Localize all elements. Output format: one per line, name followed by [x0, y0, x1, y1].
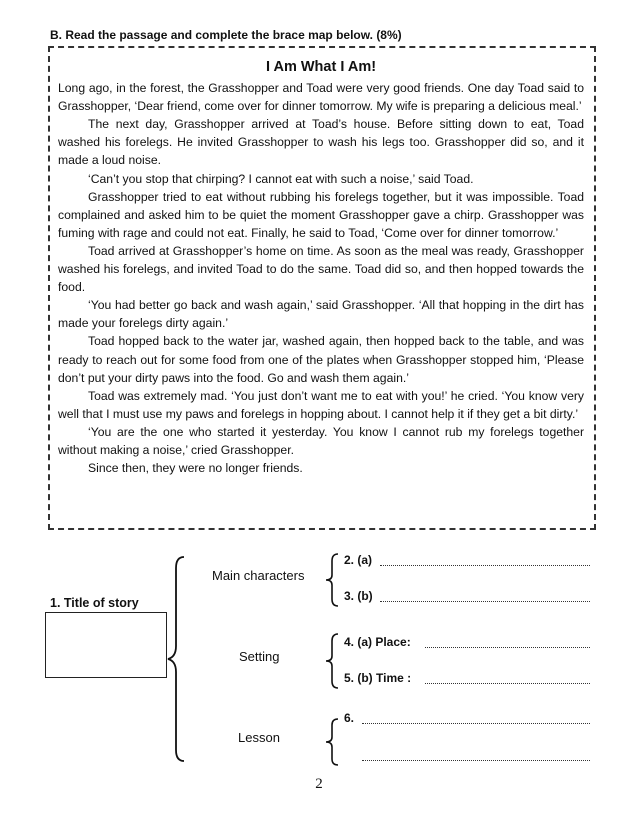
paragraph: Toad hopped back to the water jar, washed again, then hopped back to the table, and was ready to reach out for some food from one of the plates when Grasshopper stopped him, ‘Please don’t put your dirty paws into the food. Go and wash them again.’ — [58, 334, 584, 385]
setting-brace — [325, 633, 339, 689]
characters-brace — [325, 553, 339, 607]
main-characters-label: Main characters — [212, 568, 305, 583]
paragraph: Toad arrived at Grasshopper’s home on time. As soon as the meal was ready, Grasshopper washed his forelegs, and invited Toad to do the same. Toad did so, and then hopped towards the food. — [58, 243, 584, 295]
story-title: I Am What I Am! — [265, 59, 377, 75]
item-6-answer-line-1[interactable] — [362, 723, 590, 724]
item-4-answer-line[interactable] — [425, 647, 590, 648]
item-6-label: 6. — [344, 711, 355, 725]
paragraph: Long ago, in the forest, the Grasshopper and Toad were very good friends. One day Toad said to Grasshopper, ‘Dear friend, come over for dinner tomorrow. My wife is preparing a delicious meal.’ — [58, 81, 584, 114]
lesson-label: Lesson — [238, 730, 280, 745]
item-5-answer-line[interactable] — [425, 683, 590, 684]
instruction-text: B. Read the passage and complete the brace map below. (8%) — [50, 28, 402, 42]
item-3-answer-line[interactable] — [380, 601, 590, 602]
paragraph: ‘Can’t you stop that chirping? I cannot eat with such a noise,’ said Toad. — [88, 171, 474, 186]
paragraph: ‘You are the one who started it yesterday. You know I cannot rub my forelegs together without making a noise,’ cried Grasshopper. — [58, 424, 584, 457]
item-3-label: 3. (b) — [344, 589, 373, 603]
title-of-story-label: 1. Title of story — [50, 596, 139, 610]
paragraph: The next day, Grasshopper arrived at Toad’s house. Before sitting down to eat, Toad washed his forelegs. He invited Grasshopper to wash his legs too. Grasshopper did so, and it made a loud noise. — [58, 117, 584, 168]
setting-label: Setting — [239, 649, 280, 664]
page-number: 2 — [315, 776, 323, 792]
item-6-answer-line-2[interactable] — [362, 760, 590, 761]
title-answer-box[interactable] — [45, 612, 167, 678]
paragraph: Grasshopper tried to eat without rubbing his forelegs together, but it was impossible. Toad complained and asked him to be quiet the moment Grasshopper gave a chirp. Grasshopper was fuming with rage and could not eat. Finally, he said to Toad, ‘Come over for dinner tomorrow.’ — [58, 189, 584, 240]
item-2-answer-line[interactable] — [380, 565, 590, 566]
lesson-brace — [325, 718, 339, 766]
main-brace — [166, 556, 186, 762]
paragraph: Toad was extremely mad. ‘You just don’t want me to eat with you!’ he cried. ‘You know very well that I must use my paws and forelegs in hopping about. I cannot help it if they get a bit dirty.’ — [58, 388, 584, 421]
passage-box — [48, 46, 596, 530]
paragraph: ‘You had better go back and wash again,’ said Grasshopper. ‘All that hopping in the dirt has made your forelegs dirty again.’ — [58, 298, 584, 331]
item-2-label: 2. (a) — [344, 553, 373, 567]
item-4-label: 4. (a) Place: — [344, 635, 411, 649]
paragraph: Since then, they were no longer friends. — [88, 461, 303, 476]
item-5-label: 5. (b) Time : — [344, 671, 412, 685]
